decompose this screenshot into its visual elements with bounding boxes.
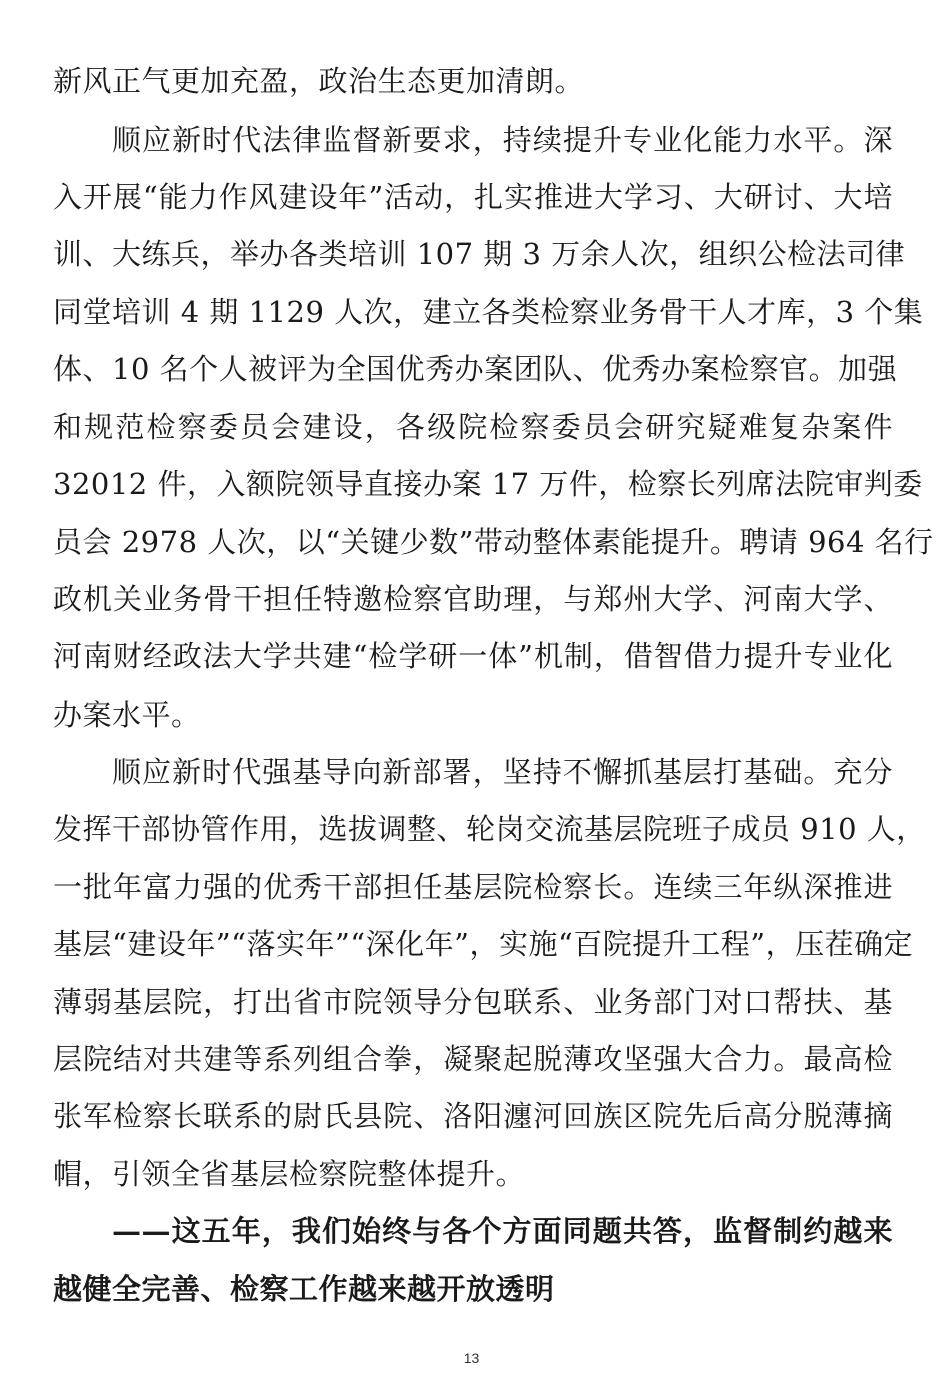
paragraph-line: 政机关业务骨干担任特邀检察官助理，与郑州大学、河南大学、	[53, 582, 893, 616]
section-heading-line: 越健全完善、检察工作越来越开放透明	[53, 1272, 555, 1306]
paragraph-line: 32012 件，入额院领导直接办案 17 万件，检察长列席法院审判委	[53, 467, 923, 501]
paragraph-line: 帽，引领全省基层检察院整体提升。	[53, 1157, 526, 1191]
paragraph-line: 办案水平。	[53, 698, 201, 732]
page-number: 13	[463, 1350, 480, 1366]
paragraph-line: 河南财经政法大学共建“检学研一体”机制，借智借力提升专业化	[53, 639, 893, 673]
paragraph-line: 同堂培训 4 期 1129 人次，建立各类检察业务骨干人才库，3 个集	[53, 295, 924, 329]
paragraph-line: 一批年富力强的优秀干部担任基层院检察长。连续三年纵深推进	[53, 870, 893, 904]
paragraph-line: 员会 2978 人次，以“关键少数”带动整体素能提升。聘请 964 名行	[53, 525, 934, 559]
paragraph-line: 基层“建设年”“落实年”“深化年”，实施“百院提升工程”，压茬确定	[53, 927, 914, 961]
paragraph-line: 薄弱基层院，打出省市院领导分包联系、业务部门对口帮扶、基	[53, 985, 893, 1019]
paragraph-line: 新风正气更加充盈，政治生态更加清朗。	[53, 64, 585, 98]
paragraph-line: 训、大练兵，举办各类培训 107 期 3 万余人次，组织公检法司律	[53, 237, 906, 271]
paragraph-line: 张军检察长联系的尉氏县院、洛阳瀍河回族区院先后高分脱薄摘	[53, 1099, 893, 1133]
paragraph-line: 入开展“能力作风建设年”活动，扎实推进大学习、大研讨、大培	[53, 180, 893, 214]
paragraph-line: 顺应新时代强基导向新部署，坚持不懈抓基层打基础。充分	[112, 755, 893, 789]
paragraph-line: 顺应新时代法律监督新要求，持续提升专业化能力水平。深	[112, 123, 893, 157]
paragraph-line: 层院结对共建等系列组合拳，凝聚起脱薄攻坚强大合力。最高检	[53, 1042, 893, 1076]
paragraph-line: 发挥干部协管作用，选拔调整、轮岗交流基层院班子成员 910 人，	[53, 812, 926, 846]
section-heading-line: ——这五年，我们始终与各个方面同题共答，监督制约越来	[112, 1214, 893, 1248]
paragraph-line: 和规范检察委员会建设，各级院检察委员会研究疑难复杂案件	[53, 410, 893, 444]
paragraph-line: 体、10 名个人被评为全国优秀办案团队、优秀办案检察官。加强	[53, 352, 898, 386]
